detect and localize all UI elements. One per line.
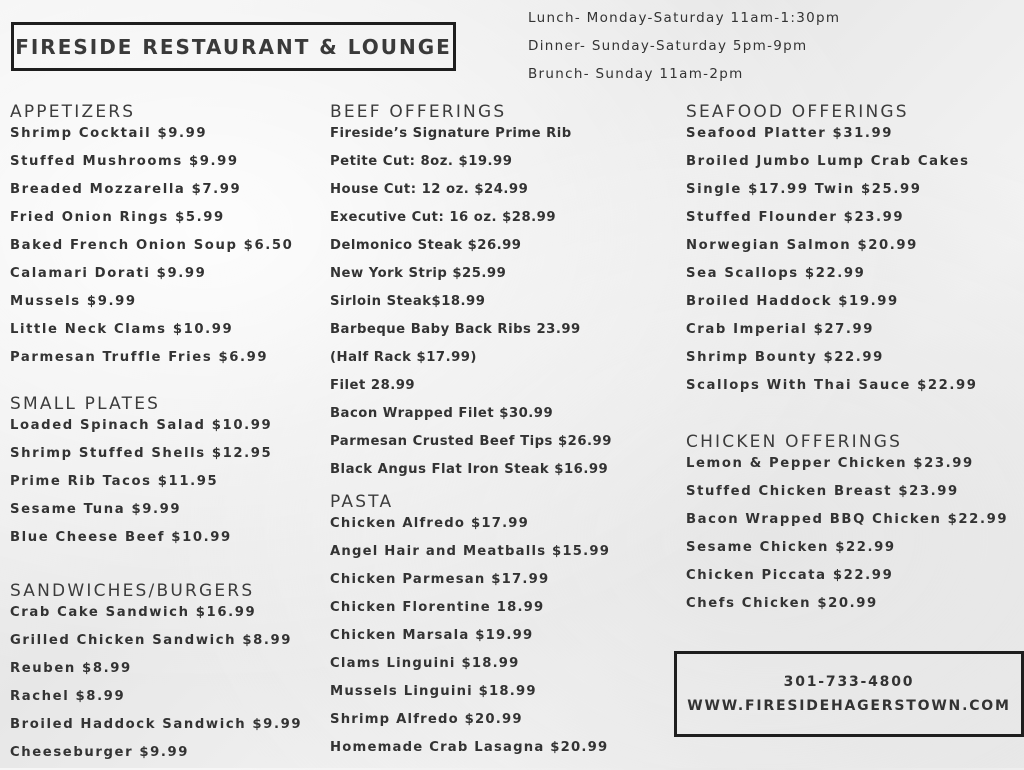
menu-item: Clams Linguini $18.99 bbox=[330, 656, 520, 671]
menu-item: Seafood Platter $31.99 bbox=[686, 126, 894, 141]
menu-item: Parmesan Crusted Beef Tips $26.99 bbox=[330, 434, 612, 449]
menu-item: Chicken Piccata $22.99 bbox=[686, 568, 894, 583]
section-heading: BEEF OFFERINGS bbox=[330, 102, 507, 122]
item-list bbox=[686, 453, 1008, 621]
item-list bbox=[330, 123, 612, 487]
menu-item: Loaded Spinach Salad $10.99 bbox=[10, 418, 273, 433]
menu-item: Stuffed Flounder $23.99 bbox=[686, 210, 905, 225]
phone-number: 301-733-4800 bbox=[783, 674, 915, 690]
section-heading: APPETIZERS bbox=[10, 102, 136, 122]
section-small-plates bbox=[10, 393, 272, 555]
menu-item: Homemade Crab Lasagna $20.99 bbox=[330, 740, 609, 755]
menu-item: Scallops With Thai Sauce $22.99 bbox=[686, 378, 978, 393]
website-link[interactable]: WWW.FIRESIDEHAGERSTOWN.COM bbox=[687, 698, 1011, 714]
menu-item: Shrimp Stuffed Shells $12.95 bbox=[10, 446, 273, 461]
section-heading: SEAFOOD OFFERINGS bbox=[686, 102, 909, 122]
menu-item: Prime Rib Tacos $11.95 bbox=[10, 474, 219, 489]
menu-item: Blue Cheese Beef $10.99 bbox=[10, 530, 232, 545]
section-heading: SMALL PLATES bbox=[10, 394, 161, 414]
section-sandwiches bbox=[10, 580, 302, 770]
menu-item: Broiled Jumbo Lump Crab Cakes bbox=[686, 154, 970, 169]
menu-item: Petite Cut: 8oz. $19.99 bbox=[330, 154, 513, 169]
menu-item: Broiled Haddock $19.99 bbox=[686, 294, 899, 309]
section-seafood bbox=[686, 101, 978, 403]
section-pasta bbox=[330, 491, 610, 765]
hours-dinner: Dinner- Sunday-Saturday 5pm-9pm bbox=[528, 38, 808, 54]
menu-item: Filet 28.99 bbox=[330, 378, 416, 393]
menu-item: Lemon & Pepper Chicken $23.99 bbox=[686, 456, 974, 471]
menu-item: Bacon Wrapped BBQ Chicken $22.99 bbox=[686, 512, 1009, 527]
menu-item: Angel Hair and Meatballs $15.99 bbox=[330, 544, 611, 559]
menu-item: Shrimp Cocktail $9.99 bbox=[10, 126, 208, 141]
item-list bbox=[10, 123, 293, 375]
menu-item: Stuffed Chicken Breast $23.99 bbox=[686, 484, 959, 499]
section-heading: PASTA bbox=[330, 492, 394, 512]
menu-item: House Cut: 12 oz. $24.99 bbox=[330, 182, 529, 197]
restaurant-title: FIRESIDE RESTAURANT & LOUNGE bbox=[15, 34, 452, 59]
menu-item: Sesame Chicken $22.99 bbox=[686, 540, 896, 555]
section-heading: CHICKEN OFFERINGS bbox=[686, 432, 903, 452]
menu-item: Crab Cake Sandwich $16.99 bbox=[10, 605, 257, 620]
hours-block bbox=[528, 8, 840, 92]
menu-item: Fried Onion Rings $5.99 bbox=[10, 210, 225, 225]
menu-item: Parmesan Truffle Fries $6.99 bbox=[10, 350, 269, 365]
section-heading: SANDWICHES/BURGERS bbox=[10, 581, 255, 601]
menu-item: New York Strip $25.99 bbox=[330, 266, 507, 281]
menu-item: Mussels Linguini $18.99 bbox=[330, 684, 537, 699]
menu-item: Delmonico Steak $26.99 bbox=[330, 238, 522, 253]
contact-box bbox=[674, 651, 1024, 737]
menu-item: Sea Scallops $22.99 bbox=[686, 266, 866, 281]
menu-item: Chicken Parmesan $17.99 bbox=[330, 572, 550, 587]
restaurant-title-box bbox=[11, 22, 456, 71]
menu-item: Broiled Haddock Sandwich $9.99 bbox=[10, 717, 303, 732]
menu-item: Calamari Dorati $9.99 bbox=[10, 266, 207, 281]
menu-item: Sirloin Steak$18.99 bbox=[330, 294, 486, 309]
menu-item: Bacon Wrapped Filet $30.99 bbox=[330, 406, 554, 421]
menu-item: Crab Imperial $27.99 bbox=[686, 322, 875, 337]
menu-item: Chicken Florentine 18.99 bbox=[330, 600, 545, 615]
menu-item: Chefs Chicken $20.99 bbox=[686, 596, 878, 611]
menu-item: Black Angus Flat Iron Steak $16.99 bbox=[330, 462, 609, 477]
menu-item: Single $17.99 Twin $25.99 bbox=[686, 182, 922, 197]
menu-item: Chicken Alfredo $17.99 bbox=[330, 516, 530, 531]
menu-item: Stuffed Mushrooms $9.99 bbox=[10, 154, 239, 169]
menu-item: Shrimp Bounty $22.99 bbox=[686, 350, 884, 365]
menu-item: Little Neck Clams $10.99 bbox=[10, 322, 234, 337]
menu-item: Sesame Tuna $9.99 bbox=[10, 502, 182, 517]
menu-item: Shrimp Alfredo $20.99 bbox=[330, 712, 523, 727]
menu-item: Chicken Marsala $19.99 bbox=[330, 628, 534, 643]
menu-item: Executive Cut: 16 oz. $28.99 bbox=[330, 210, 557, 225]
section-appetizers bbox=[10, 101, 293, 375]
item-list bbox=[686, 123, 978, 403]
menu-item: Fireside’s Signature Prime Rib bbox=[330, 126, 572, 141]
hours-lunch: Lunch- Monday-Saturday 11am-1:30pm bbox=[528, 10, 841, 26]
menu-item: Grilled Chicken Sandwich $8.99 bbox=[10, 633, 293, 648]
item-list bbox=[330, 513, 610, 765]
section-beef bbox=[330, 101, 612, 487]
menu-item: Reuben $8.99 bbox=[10, 661, 132, 676]
item-list bbox=[10, 415, 272, 555]
menu-item: Mussels $9.99 bbox=[10, 294, 137, 309]
menu-item: Rachel $8.99 bbox=[10, 689, 126, 704]
menu-item: Breaded Mozzarella $7.99 bbox=[10, 182, 242, 197]
menu-item: (Half Rack $17.99) bbox=[330, 350, 477, 365]
menu-item: Baked French Onion Soup $6.50 bbox=[10, 238, 294, 253]
menu-item: Cheeseburger $9.99 bbox=[10, 745, 190, 760]
item-list bbox=[10, 602, 302, 770]
section-chicken bbox=[686, 431, 1008, 621]
menu-item: Norwegian Salmon $20.99 bbox=[686, 238, 918, 253]
hours-brunch: Brunch- Sunday 11am-2pm bbox=[528, 66, 744, 82]
menu-item: Barbeque Baby Back Ribs 23.99 bbox=[330, 322, 581, 337]
